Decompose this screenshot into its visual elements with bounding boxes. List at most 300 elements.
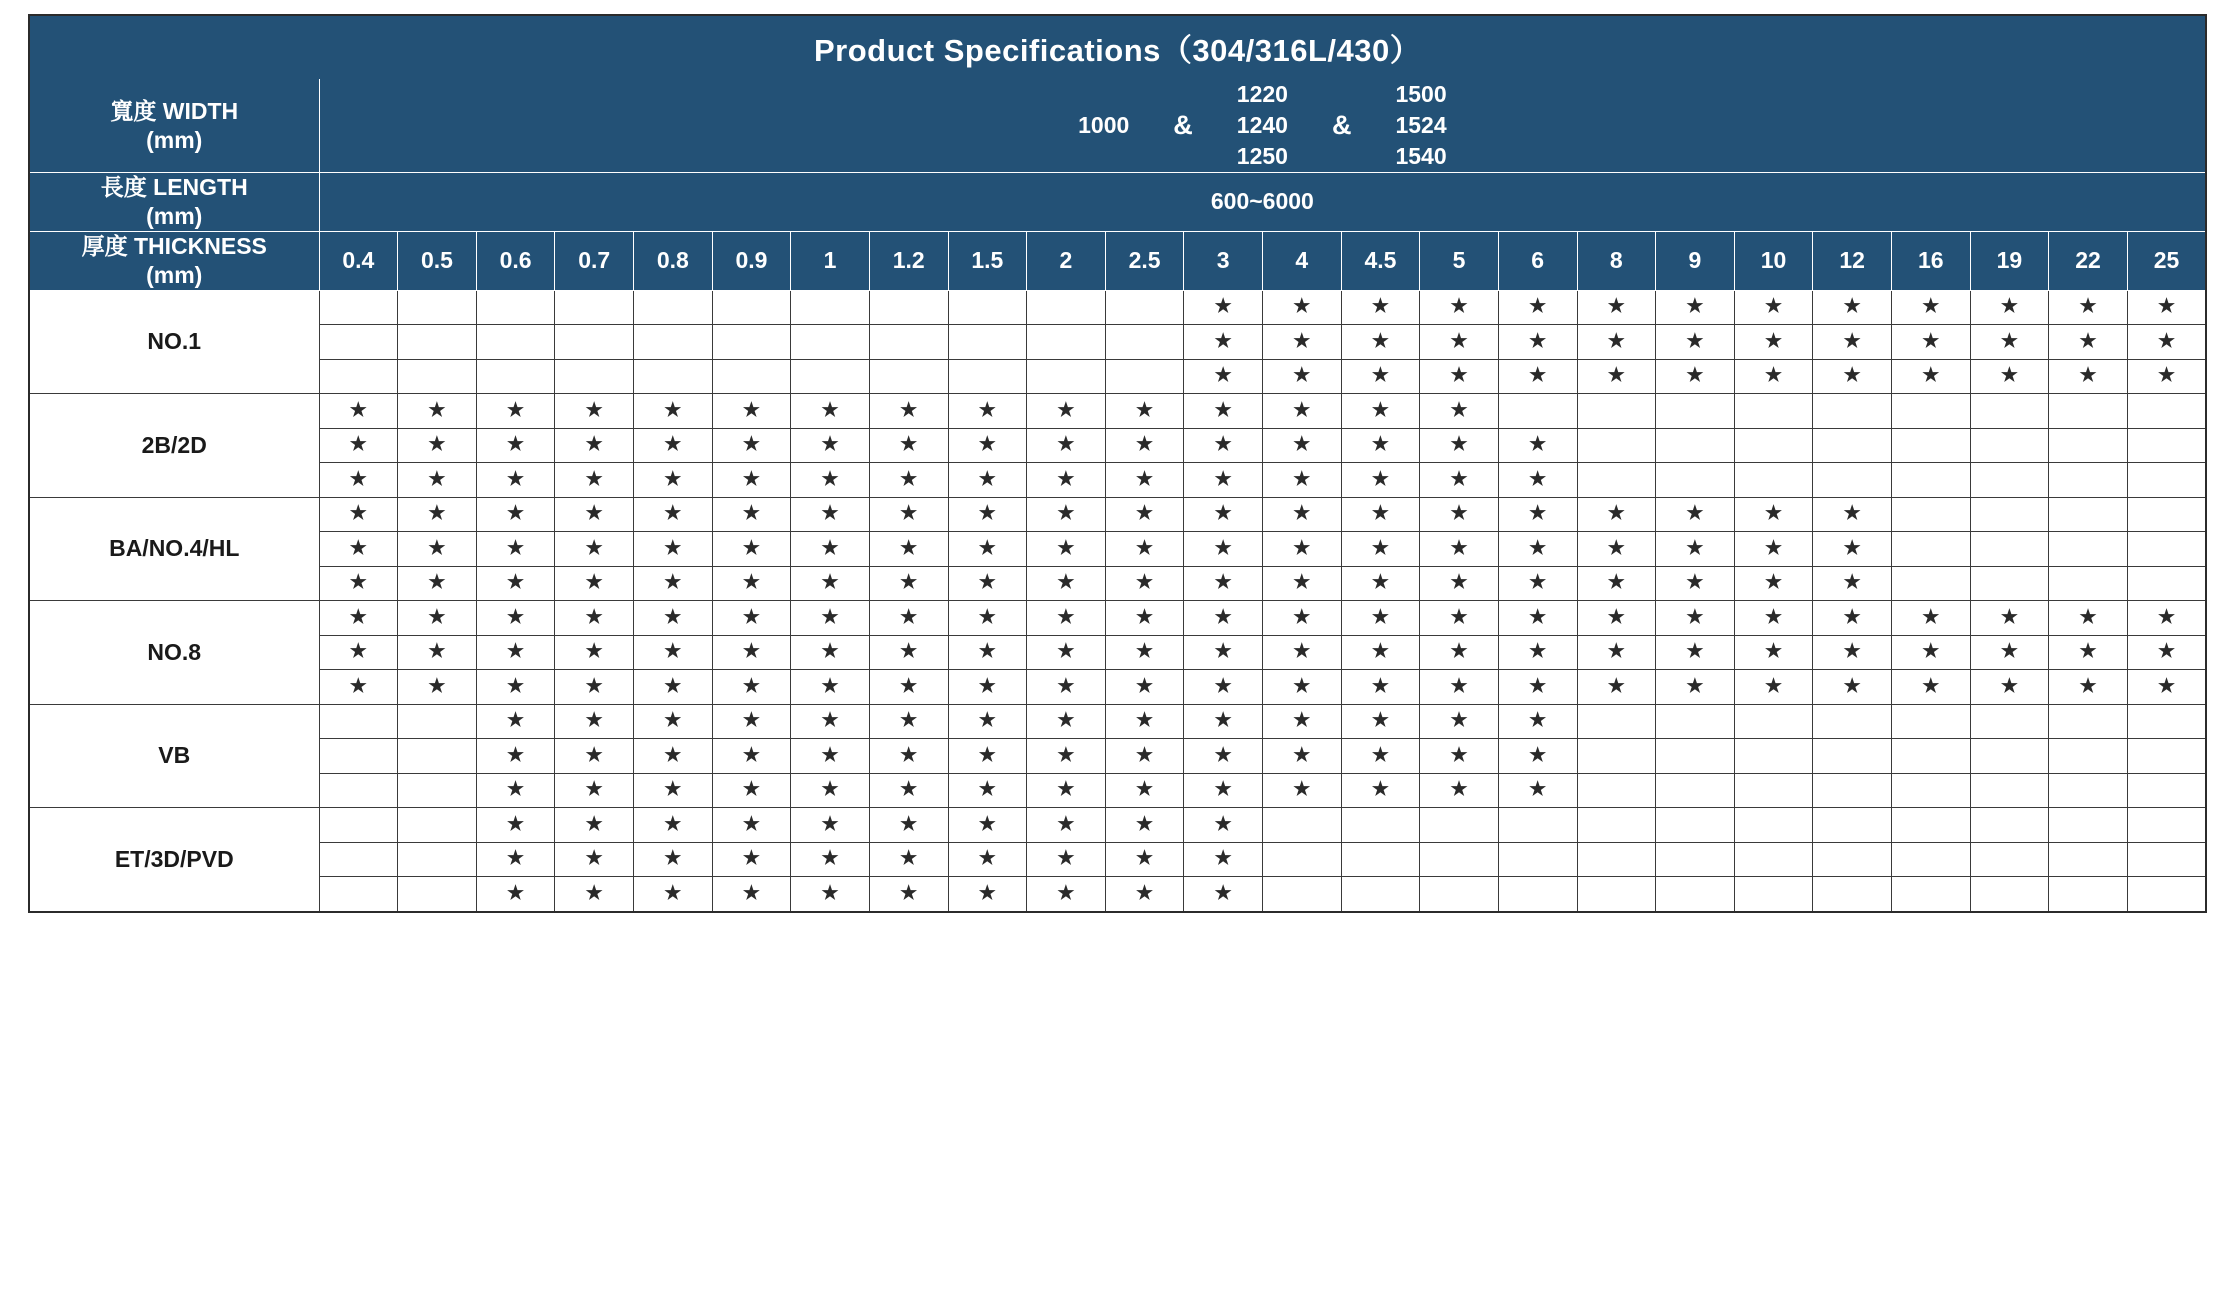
availability-cell-available bbox=[1813, 359, 1892, 394]
availability-cell-empty bbox=[1970, 532, 2049, 567]
availability-cell-empty bbox=[1970, 428, 2049, 463]
star-icon: ★ bbox=[664, 537, 682, 559]
availability-cell-empty bbox=[712, 290, 791, 325]
star-icon: ★ bbox=[1057, 641, 1075, 663]
star-icon: ★ bbox=[1214, 744, 1232, 766]
availability-cell-available bbox=[476, 428, 555, 463]
availability-cell-empty bbox=[1813, 773, 1892, 808]
availability-cell-available bbox=[398, 463, 477, 498]
star-icon: ★ bbox=[2158, 365, 2176, 387]
table-row bbox=[29, 566, 2206, 601]
star-icon: ★ bbox=[1450, 606, 1468, 628]
availability-cell-available bbox=[1420, 290, 1499, 325]
availability-cell-empty bbox=[1027, 325, 1106, 360]
star-icon: ★ bbox=[1214, 296, 1232, 318]
availability-cell-empty bbox=[398, 704, 477, 739]
availability-cell-empty bbox=[1105, 325, 1184, 360]
availability-cell-empty bbox=[476, 359, 555, 394]
availability-cell-available bbox=[555, 739, 634, 774]
availability-cell-available bbox=[1498, 670, 1577, 705]
star-icon: ★ bbox=[1057, 537, 1075, 559]
availability-cell-empty bbox=[1734, 739, 1813, 774]
width-value: 1000 bbox=[1078, 112, 1130, 139]
star-icon: ★ bbox=[1765, 572, 1783, 594]
availability-cell-available bbox=[1263, 325, 1342, 360]
availability-cell-empty bbox=[1656, 739, 1735, 774]
availability-cell-available bbox=[1577, 566, 1656, 601]
star-icon: ★ bbox=[349, 537, 367, 559]
availability-cell-available bbox=[948, 808, 1027, 843]
availability-cell-empty bbox=[398, 842, 477, 877]
width-value: 1240 bbox=[1236, 112, 1288, 139]
availability-cell-available bbox=[1184, 290, 1263, 325]
thickness-header-row bbox=[29, 231, 2206, 290]
availability-cell-available bbox=[1105, 877, 1184, 912]
availability-cell-available bbox=[948, 428, 1027, 463]
availability-cell-empty bbox=[2049, 463, 2128, 498]
star-icon: ★ bbox=[1686, 675, 1704, 697]
table-row bbox=[29, 359, 2206, 394]
availability-cell-empty bbox=[1970, 394, 2049, 429]
availability-cell-available bbox=[1577, 635, 1656, 670]
availability-cell-empty bbox=[2127, 704, 2206, 739]
star-icon: ★ bbox=[428, 537, 446, 559]
star-icon: ★ bbox=[742, 710, 760, 732]
star-icon: ★ bbox=[1529, 710, 1547, 732]
star-icon: ★ bbox=[2158, 330, 2176, 352]
availability-cell-empty bbox=[712, 359, 791, 394]
width-value: 1500 bbox=[1395, 81, 1447, 107]
availability-cell-empty bbox=[1734, 808, 1813, 843]
star-icon: ★ bbox=[1371, 399, 1389, 421]
availability-cell-available bbox=[791, 566, 870, 601]
star-icon: ★ bbox=[1136, 434, 1154, 456]
availability-cell-available bbox=[948, 670, 1027, 705]
availability-cell-available bbox=[1656, 325, 1735, 360]
availability-cell-empty bbox=[869, 359, 948, 394]
availability-cell-empty bbox=[1892, 497, 1971, 532]
availability-cell-available bbox=[1341, 463, 1420, 498]
availability-cell-empty bbox=[1734, 463, 1813, 498]
availability-cell-available bbox=[1027, 566, 1106, 601]
thickness-value: 6 bbox=[1498, 231, 1577, 290]
star-icon: ★ bbox=[1293, 744, 1311, 766]
star-icon: ★ bbox=[1843, 503, 1861, 525]
star-icon: ★ bbox=[428, 572, 446, 594]
star-icon: ★ bbox=[978, 710, 996, 732]
thickness-value: 3 bbox=[1184, 231, 1263, 290]
star-icon: ★ bbox=[821, 848, 839, 870]
availability-cell-available bbox=[1734, 670, 1813, 705]
availability-cell-available bbox=[1577, 359, 1656, 394]
star-icon: ★ bbox=[585, 675, 603, 697]
availability-cell-available bbox=[1184, 704, 1263, 739]
availability-cell-available bbox=[1105, 808, 1184, 843]
availability-cell-available bbox=[1577, 290, 1656, 325]
availability-cell-empty bbox=[1813, 428, 1892, 463]
star-icon: ★ bbox=[978, 641, 996, 663]
availability-cell-empty bbox=[319, 808, 398, 843]
availability-cell-empty bbox=[1498, 808, 1577, 843]
availability-cell-available bbox=[1577, 532, 1656, 567]
availability-cell-available bbox=[712, 463, 791, 498]
availability-cell-available bbox=[948, 601, 1027, 636]
star-icon: ★ bbox=[585, 434, 603, 456]
availability-cell-available bbox=[869, 463, 948, 498]
star-icon: ★ bbox=[507, 882, 525, 904]
availability-cell-available bbox=[948, 635, 1027, 670]
thickness-value: 9 bbox=[1656, 231, 1735, 290]
star-icon: ★ bbox=[1057, 468, 1075, 490]
availability-cell-empty bbox=[1656, 808, 1735, 843]
star-icon: ★ bbox=[1214, 572, 1232, 594]
thickness-value: 1 bbox=[791, 231, 870, 290]
availability-cell-empty bbox=[791, 290, 870, 325]
availability-cell-available bbox=[1577, 325, 1656, 360]
availability-cell-available bbox=[319, 670, 398, 705]
availability-cell-empty bbox=[1577, 428, 1656, 463]
star-icon: ★ bbox=[1057, 813, 1075, 835]
availability-cell-available bbox=[869, 497, 948, 532]
availability-cell-available bbox=[1420, 359, 1499, 394]
star-icon: ★ bbox=[1057, 675, 1075, 697]
thickness-value: 4.5 bbox=[1341, 231, 1420, 290]
star-icon: ★ bbox=[978, 537, 996, 559]
availability-cell-empty bbox=[634, 290, 713, 325]
availability-cell-empty bbox=[1027, 359, 1106, 394]
availability-cell-available bbox=[634, 842, 713, 877]
availability-cell-available bbox=[1892, 290, 1971, 325]
availability-cell-available bbox=[948, 842, 1027, 877]
availability-cell-available bbox=[1970, 670, 2049, 705]
availability-cell-empty bbox=[1420, 808, 1499, 843]
availability-cell-empty bbox=[1970, 704, 2049, 739]
star-icon: ★ bbox=[664, 503, 682, 525]
star-icon: ★ bbox=[1922, 365, 1940, 387]
availability-cell-available bbox=[476, 497, 555, 532]
availability-cell-available bbox=[1420, 635, 1499, 670]
width-label bbox=[29, 79, 319, 173]
availability-cell-available bbox=[1892, 635, 1971, 670]
availability-cell-available bbox=[1498, 739, 1577, 774]
star-icon: ★ bbox=[507, 813, 525, 835]
availability-cell-available bbox=[1970, 325, 2049, 360]
availability-cell-available bbox=[1734, 290, 1813, 325]
star-icon: ★ bbox=[1450, 399, 1468, 421]
availability-cell-available bbox=[1498, 532, 1577, 567]
width-label-line2: (mm) bbox=[146, 126, 203, 153]
availability-cell-available bbox=[634, 463, 713, 498]
availability-cell-empty bbox=[1105, 290, 1184, 325]
star-icon: ★ bbox=[978, 434, 996, 456]
availability-cell-available bbox=[791, 877, 870, 912]
availability-cell-empty bbox=[2049, 497, 2128, 532]
star-icon: ★ bbox=[2079, 641, 2097, 663]
product-specifications-table bbox=[28, 14, 2207, 913]
availability-cell-available bbox=[1498, 359, 1577, 394]
availability-cell-empty bbox=[2127, 566, 2206, 601]
star-icon: ★ bbox=[821, 779, 839, 801]
availability-cell-empty bbox=[2049, 739, 2128, 774]
availability-cell-available bbox=[1420, 394, 1499, 429]
availability-cell-available bbox=[869, 601, 948, 636]
availability-cell-available bbox=[1734, 532, 1813, 567]
availability-cell-available bbox=[712, 773, 791, 808]
width-separator: & bbox=[1331, 110, 1352, 141]
star-icon: ★ bbox=[821, 572, 839, 594]
star-icon: ★ bbox=[1136, 848, 1154, 870]
availability-cell-available bbox=[948, 463, 1027, 498]
availability-cell-empty bbox=[476, 325, 555, 360]
star-icon: ★ bbox=[664, 848, 682, 870]
table-row bbox=[29, 704, 2206, 739]
availability-cell-empty bbox=[1656, 877, 1735, 912]
star-icon: ★ bbox=[2079, 675, 2097, 697]
availability-cell-available bbox=[634, 739, 713, 774]
availability-cell-available bbox=[1027, 463, 1106, 498]
star-icon: ★ bbox=[2000, 675, 2018, 697]
star-icon: ★ bbox=[742, 848, 760, 870]
availability-cell-empty bbox=[1892, 428, 1971, 463]
star-icon: ★ bbox=[742, 606, 760, 628]
star-icon: ★ bbox=[1214, 710, 1232, 732]
star-icon: ★ bbox=[1136, 641, 1154, 663]
star-icon: ★ bbox=[1529, 365, 1547, 387]
star-icon: ★ bbox=[1214, 330, 1232, 352]
star-icon: ★ bbox=[1136, 606, 1154, 628]
availability-cell-available bbox=[1341, 566, 1420, 601]
width-value: 1220 bbox=[1236, 81, 1288, 107]
length-label-line1: 長度 LENGTH bbox=[100, 174, 248, 201]
availability-cell-empty bbox=[1656, 704, 1735, 739]
star-icon: ★ bbox=[1371, 365, 1389, 387]
availability-cell-available bbox=[1341, 394, 1420, 429]
star-icon: ★ bbox=[900, 779, 918, 801]
star-icon: ★ bbox=[1293, 572, 1311, 594]
star-icon: ★ bbox=[900, 468, 918, 490]
availability-cell-available bbox=[869, 394, 948, 429]
availability-cell-empty bbox=[1656, 463, 1735, 498]
table-row bbox=[29, 877, 2206, 912]
availability-cell-empty bbox=[634, 325, 713, 360]
availability-cell-available bbox=[1027, 428, 1106, 463]
star-icon: ★ bbox=[1922, 296, 1940, 318]
star-icon: ★ bbox=[1765, 503, 1783, 525]
star-icon: ★ bbox=[1293, 434, 1311, 456]
star-icon: ★ bbox=[664, 675, 682, 697]
availability-cell-available bbox=[1420, 566, 1499, 601]
availability-cell-available bbox=[1263, 359, 1342, 394]
availability-cell-available bbox=[2049, 601, 2128, 636]
star-icon: ★ bbox=[1057, 503, 1075, 525]
availability-cell-available bbox=[476, 463, 555, 498]
availability-cell-available bbox=[1027, 842, 1106, 877]
availability-cell-available bbox=[791, 394, 870, 429]
star-icon: ★ bbox=[507, 572, 525, 594]
availability-cell-available bbox=[948, 394, 1027, 429]
availability-cell-available bbox=[1577, 670, 1656, 705]
availability-cell-available bbox=[791, 635, 870, 670]
star-icon: ★ bbox=[1214, 882, 1232, 904]
availability-cell-available bbox=[948, 739, 1027, 774]
star-icon: ★ bbox=[900, 710, 918, 732]
availability-cell-available bbox=[1970, 635, 2049, 670]
availability-cell-empty bbox=[1734, 773, 1813, 808]
thickness-value: 1.5 bbox=[948, 231, 1027, 290]
availability-cell-empty bbox=[1341, 877, 1420, 912]
availability-cell-available bbox=[634, 704, 713, 739]
availability-cell-available bbox=[1577, 601, 1656, 636]
availability-cell-available bbox=[1734, 497, 1813, 532]
star-icon: ★ bbox=[742, 641, 760, 663]
availability-cell-empty bbox=[948, 359, 1027, 394]
star-icon: ★ bbox=[1293, 641, 1311, 663]
star-icon: ★ bbox=[1057, 779, 1075, 801]
availability-cell-empty bbox=[1734, 428, 1813, 463]
availability-cell-available bbox=[555, 635, 634, 670]
star-icon: ★ bbox=[1607, 365, 1625, 387]
availability-cell-available bbox=[712, 635, 791, 670]
title-row bbox=[29, 15, 2206, 79]
star-icon: ★ bbox=[507, 434, 525, 456]
availability-cell-available bbox=[712, 394, 791, 429]
star-icon: ★ bbox=[900, 572, 918, 594]
star-icon: ★ bbox=[1450, 710, 1468, 732]
availability-cell-empty bbox=[1420, 842, 1499, 877]
availability-cell-available bbox=[319, 566, 398, 601]
star-icon: ★ bbox=[1843, 641, 1861, 663]
thickness-value: 10 bbox=[1734, 231, 1813, 290]
availability-cell-available bbox=[398, 428, 477, 463]
star-icon: ★ bbox=[1607, 330, 1625, 352]
availability-cell-available bbox=[1420, 463, 1499, 498]
star-icon: ★ bbox=[428, 675, 446, 697]
availability-cell-available bbox=[1813, 325, 1892, 360]
availability-cell-available bbox=[1184, 808, 1263, 843]
star-icon: ★ bbox=[978, 675, 996, 697]
star-icon: ★ bbox=[1450, 434, 1468, 456]
width-group bbox=[1078, 110, 1129, 141]
availability-cell-empty bbox=[2049, 704, 2128, 739]
availability-cell-available bbox=[1420, 773, 1499, 808]
star-icon: ★ bbox=[2158, 675, 2176, 697]
star-icon: ★ bbox=[1529, 675, 1547, 697]
availability-cell-available bbox=[1341, 635, 1420, 670]
star-icon: ★ bbox=[585, 503, 603, 525]
availability-cell-available bbox=[1420, 670, 1499, 705]
star-icon: ★ bbox=[1843, 537, 1861, 559]
availability-cell-available bbox=[1734, 325, 1813, 360]
star-icon: ★ bbox=[1293, 399, 1311, 421]
star-icon: ★ bbox=[978, 779, 996, 801]
thickness-label-line1: 厚度 THICKNESS bbox=[81, 232, 267, 259]
availability-cell-available bbox=[1027, 877, 1106, 912]
thickness-label-line2: (mm) bbox=[146, 261, 203, 288]
availability-cell-available bbox=[1656, 532, 1735, 567]
star-icon: ★ bbox=[349, 675, 367, 697]
table-row bbox=[29, 808, 2206, 843]
availability-cell-available bbox=[1263, 601, 1342, 636]
table-row bbox=[29, 842, 2206, 877]
star-icon: ★ bbox=[1057, 882, 1075, 904]
availability-cell-empty bbox=[1813, 463, 1892, 498]
availability-cell-available bbox=[1341, 532, 1420, 567]
thickness-value: 19 bbox=[1970, 231, 2049, 290]
availability-cell-available bbox=[1263, 463, 1342, 498]
star-icon: ★ bbox=[900, 641, 918, 663]
table-row bbox=[29, 773, 2206, 808]
star-icon: ★ bbox=[1057, 848, 1075, 870]
star-icon: ★ bbox=[1371, 503, 1389, 525]
availability-cell-empty bbox=[398, 325, 477, 360]
availability-cell-available bbox=[634, 635, 713, 670]
star-icon: ★ bbox=[742, 779, 760, 801]
availability-cell-available bbox=[555, 428, 634, 463]
availability-cell-empty bbox=[1341, 842, 1420, 877]
availability-cell-available bbox=[1734, 635, 1813, 670]
width-separator: & bbox=[1173, 110, 1193, 141]
availability-cell-empty bbox=[398, 877, 477, 912]
star-icon: ★ bbox=[978, 468, 996, 490]
availability-cell-available bbox=[1813, 497, 1892, 532]
availability-cell-available bbox=[398, 601, 477, 636]
star-icon: ★ bbox=[821, 813, 839, 835]
star-icon: ★ bbox=[664, 572, 682, 594]
availability-cell-empty bbox=[1892, 704, 1971, 739]
availability-cell-empty bbox=[1341, 808, 1420, 843]
availability-cell-available bbox=[948, 877, 1027, 912]
star-icon: ★ bbox=[1057, 434, 1075, 456]
availability-cell-empty bbox=[1813, 394, 1892, 429]
star-icon: ★ bbox=[1136, 675, 1154, 697]
star-icon: ★ bbox=[1371, 572, 1389, 594]
star-icon: ★ bbox=[1450, 641, 1468, 663]
star-icon: ★ bbox=[1293, 606, 1311, 628]
availability-cell-available bbox=[1656, 359, 1735, 394]
availability-cell-available bbox=[1420, 325, 1499, 360]
availability-cell-empty bbox=[1813, 877, 1892, 912]
length-value: 600~6000 bbox=[319, 173, 2206, 232]
star-icon: ★ bbox=[1843, 675, 1861, 697]
star-icon: ★ bbox=[2158, 606, 2176, 628]
availability-cell-available bbox=[1105, 635, 1184, 670]
availability-cell-empty bbox=[319, 290, 398, 325]
availability-cell-available bbox=[1105, 842, 1184, 877]
availability-cell-available bbox=[555, 394, 634, 429]
availability-cell-available bbox=[555, 773, 634, 808]
availability-cell-available bbox=[555, 808, 634, 843]
availability-cell-available bbox=[555, 877, 634, 912]
star-icon: ★ bbox=[900, 744, 918, 766]
star-icon: ★ bbox=[507, 744, 525, 766]
star-icon: ★ bbox=[1686, 606, 1704, 628]
star-icon: ★ bbox=[1686, 572, 1704, 594]
star-icon: ★ bbox=[1214, 779, 1232, 801]
availability-cell-available bbox=[1420, 497, 1499, 532]
availability-cell-empty bbox=[2049, 877, 2128, 912]
availability-cell-available bbox=[791, 808, 870, 843]
star-icon: ★ bbox=[349, 641, 367, 663]
availability-cell-available bbox=[1892, 325, 1971, 360]
availability-cell-empty bbox=[1498, 394, 1577, 429]
thickness-value: 2 bbox=[1027, 231, 1106, 290]
availability-cell-available bbox=[1892, 601, 1971, 636]
star-icon: ★ bbox=[2079, 330, 2097, 352]
availability-cell-empty bbox=[2049, 808, 2128, 843]
star-icon: ★ bbox=[1529, 330, 1547, 352]
availability-cell-available bbox=[1341, 290, 1420, 325]
width-group bbox=[1395, 79, 1446, 172]
